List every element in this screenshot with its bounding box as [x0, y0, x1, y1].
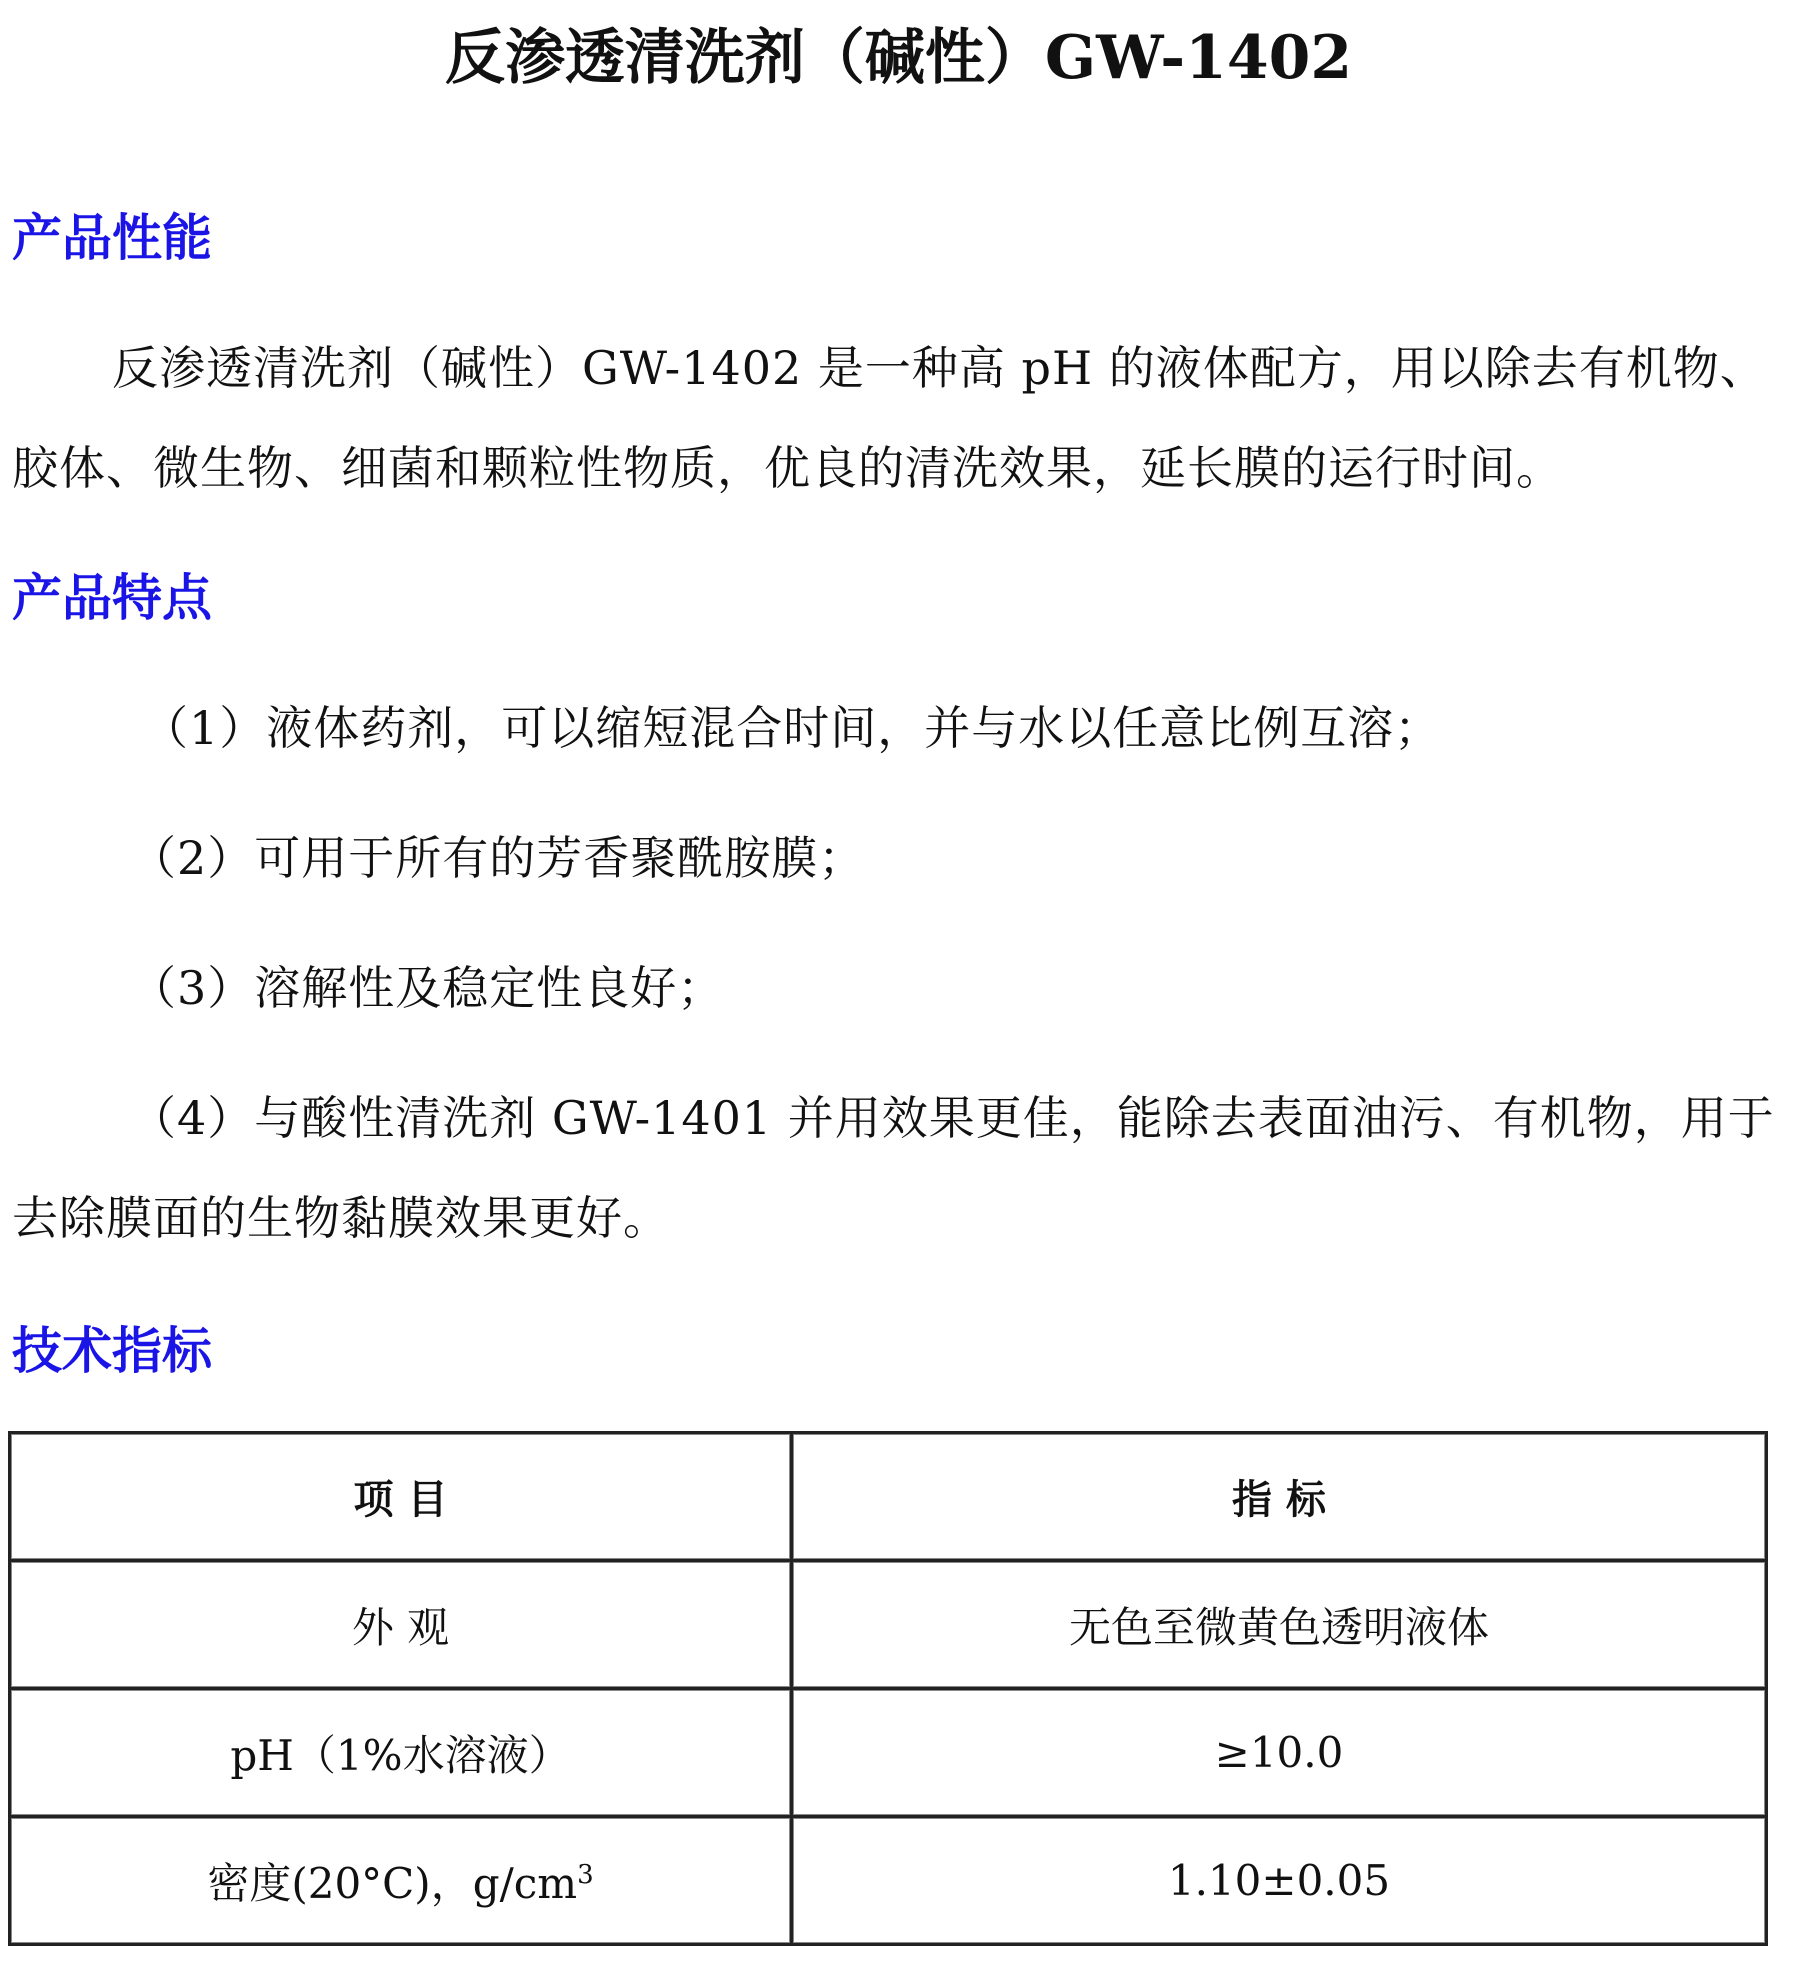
document-title: 反渗透清洗剂（碱性）GW-1402	[444, 23, 1353, 93]
feature-item-2: （2）可用于所有的芳香聚酰胺膜；	[130, 831, 866, 885]
heading-performance: 产品性能	[12, 209, 212, 267]
heading-specs: 技术指标	[12, 1322, 212, 1380]
feature-item-1: （1）液体药剂，可以缩短混合时间，并与水以任意比例互溶；	[142, 701, 1442, 755]
table-row	[10, 1817, 1767, 1945]
column-header-value: 指 标	[792, 1433, 1767, 1561]
row-value-density: 1.10±0.05	[792, 1817, 1767, 1945]
row-item-density	[10, 1817, 792, 1945]
performance-text: 反渗透清洗剂（碱性）GW-1402 是一种高 pH 的液体配方，用以除去有机物、胶体、微生物、细菌和颗粒性物质，优良的清洗效果，延长膜的运行时间。	[12, 341, 1767, 495]
column-header-item: 项 目	[10, 1433, 792, 1561]
table-row	[10, 1561, 1767, 1689]
density-unit-exponent: 3	[577, 1859, 594, 1890]
feature-item-4: （4）与酸性清洗剂 GW-1401 并用效果更佳，能除去表面油污、有机物，用于去除膜面的生物黏膜效果更好。	[12, 1091, 1775, 1245]
row-item-ph: pH（1%水溶液）	[10, 1689, 792, 1817]
heading-features: 产品特点	[12, 569, 212, 627]
table-header-row	[10, 1433, 1767, 1561]
row-item-appearance: 外 观	[10, 1561, 792, 1689]
table-row	[10, 1689, 1767, 1817]
feature-item-3: （3）溶解性及稳定性良好；	[130, 961, 725, 1015]
row-value-ph: ≥10.0	[792, 1689, 1767, 1817]
row-value-appearance: 无色至微黄色透明液体	[792, 1561, 1767, 1689]
spec-table	[8, 1431, 1768, 1946]
density-label: 密度(20°C)，g/cm	[207, 1858, 578, 1908]
